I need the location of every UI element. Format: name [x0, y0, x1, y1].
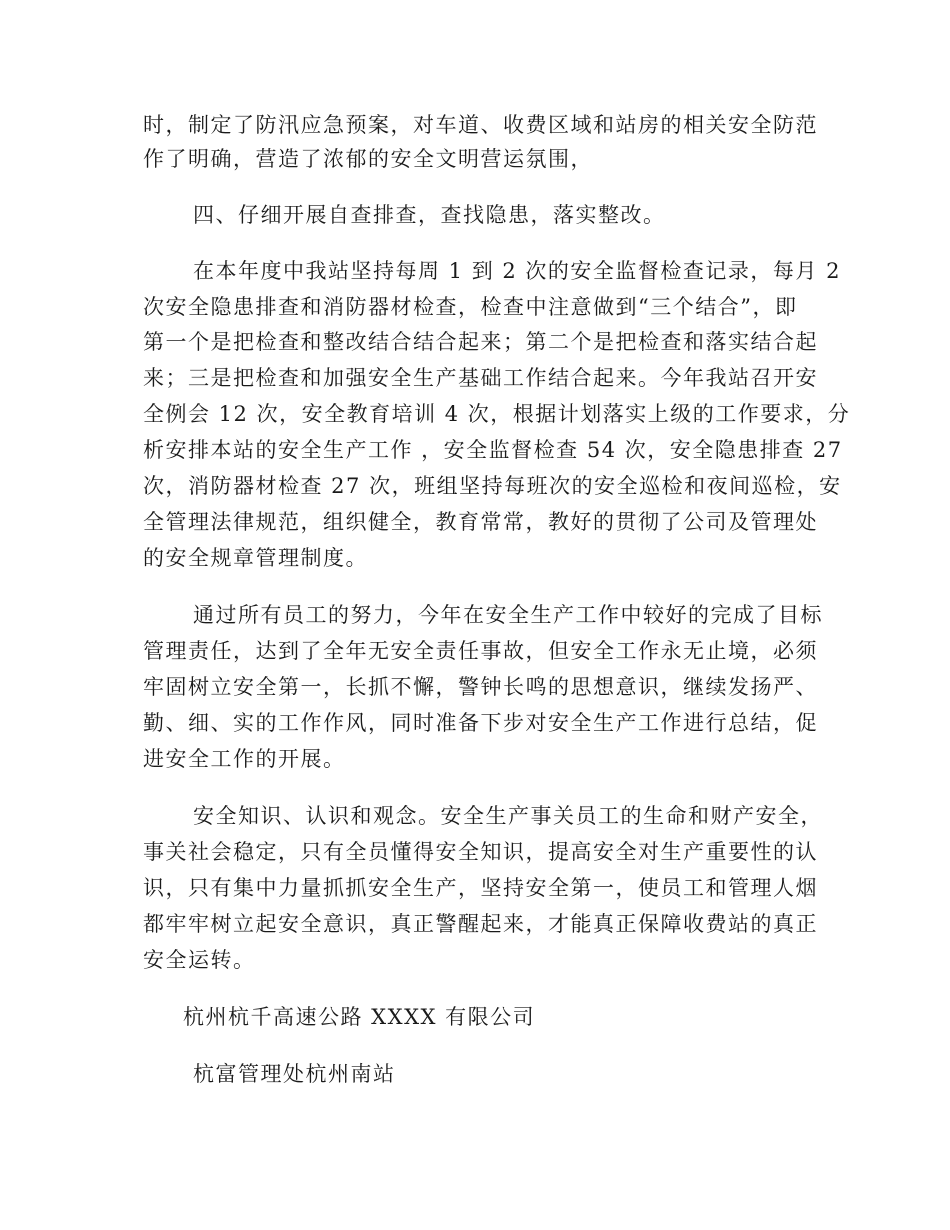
paragraph-1-line-1: 时，制定了防汛应急预案，对车道、收费区域和站房的相关安全防范	[143, 113, 818, 137]
paragraph-4-line-5: 安全运转。	[143, 948, 256, 972]
paragraph-2-line-4: 来；三是把检查和加强安全生产基础工作结合起来。今年我站召开安	[143, 366, 818, 390]
paragraph-2-line-8: 全管理法律规范，组织健全，教育常常，教好的贯彻了公司及管理处	[143, 510, 818, 534]
paragraph-3-line-2: 管理责任，达到了全年无安全责任事故，但安全工作永无止境，必须	[143, 639, 818, 663]
section-heading-4: 四、仔细开展自查排查，查找隐患，落实整改。	[193, 203, 666, 227]
paragraph-3-line-3: 牢固树立安全第一，长抓不懈，警钟长鸣的思想意识，继续发扬严、	[143, 675, 818, 699]
paragraph-3-line-5: 进安全工作的开展。	[143, 747, 346, 771]
paragraph-4-line-4: 都牢牢树立起安全意识，真正警醒起来，才能真正保障收费站的真正	[143, 912, 818, 936]
paragraph-2-line-6: 析安排本站的安全生产工作 ，安全监督检查 54 次，安全隐患排查 27	[143, 438, 843, 462]
paragraph-2-line-7: 次，消防器材检查 27 次，班组坚持每班次的安全巡检和夜间巡检，安	[143, 474, 842, 498]
paragraph-2-line-1: 在本年度中我站坚持每周 1 到 2 次的安全监督检查记录，每月 2	[193, 259, 841, 283]
paragraph-4-line-2: 事关社会稳定，只有全员懂得安全知识，提高安全对生产重要性的认	[143, 840, 818, 864]
paragraph-1-line-2: 作了明确，营造了浓郁的安全文明营运氛围，	[143, 147, 593, 171]
signature-station: 杭富管理处杭州南站	[193, 1062, 396, 1086]
paragraph-2-line-5: 全例会 12 次，安全教育培训 4 次，根据计划落实上级的工作要求，分	[143, 402, 851, 426]
paragraph-3-line-4: 勤、细、实的工作作风，同时准备下步对安全生产工作进行总结，促	[143, 711, 818, 735]
paragraph-2-line-3: 第一个是把检查和整改结合结合起来；第二个是把检查和落实结合起	[143, 330, 818, 354]
paragraph-4-line-1: 安全知识、认识和观念。安全生产事关员工的生命和财产安全，	[193, 804, 823, 828]
signature-company: 杭州杭千高速公路 XXXX 有限公司	[183, 1005, 536, 1029]
paragraph-2-line-2: 次安全隐患排查和消防器材检查，检查中注意做到“三个结合”，即	[143, 295, 798, 319]
paragraph-3-line-1: 通过所有员工的努力，今年在安全生产工作中较好的完成了目标	[193, 603, 823, 627]
paragraph-4-line-3: 识，只有集中力量抓抓安全生产，坚持安全第一，使员工和管理人烟	[143, 876, 818, 900]
paragraph-2-line-9: 的安全规章管理制度。	[143, 546, 368, 570]
